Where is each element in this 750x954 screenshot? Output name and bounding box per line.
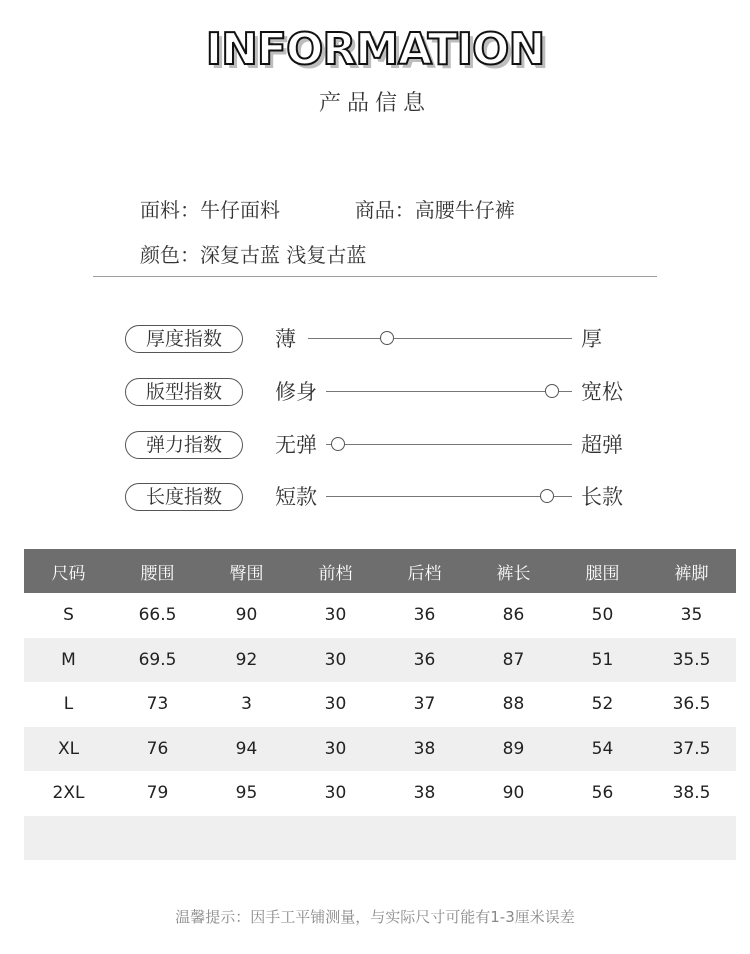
product-info: 商品：高腰牛仔裤 [354, 198, 515, 222]
table-header-cell: 腿围 [558, 549, 647, 593]
table-row [24, 771, 736, 816]
table-cell: 35.5 [647, 638, 736, 683]
index-knob [545, 384, 559, 398]
table-cell: 90 [502, 783, 525, 804]
index-knob [380, 331, 394, 345]
table-cell: M [24, 638, 113, 683]
table-cell: 89 [469, 727, 558, 772]
table-cell: 36.5 [672, 694, 711, 715]
info-row-1 [140, 194, 515, 223]
table-cell: 73 [146, 694, 169, 715]
table-row [24, 682, 736, 727]
section-divider [93, 276, 657, 277]
table-header-cell: 腰围 [113, 549, 202, 593]
fabric-info: 面料：牛仔面料 [140, 198, 280, 222]
index-left-label: 无弹 [275, 433, 317, 457]
table-cell: 87 [469, 638, 558, 683]
index-right-label: 宽松 [581, 380, 623, 404]
table-cell: 2XL [52, 783, 85, 804]
table-cell: 69.5 [113, 638, 202, 683]
table-header-row [24, 549, 736, 593]
table-header-cell: 尺码 [24, 549, 113, 593]
size-table [24, 549, 736, 860]
table-cell: 38 [380, 727, 469, 772]
table-header-cell: 后档 [380, 549, 469, 593]
table-cell: 54 [558, 727, 647, 772]
table-cell: 50 [591, 605, 614, 626]
index-label: 弹力指数 [125, 431, 243, 459]
table-cell: 36 [380, 638, 469, 683]
index-right-label: 超弹 [581, 433, 623, 457]
table-cell: 35 [680, 605, 703, 626]
index-knob [331, 437, 345, 451]
table-cell: 90 [235, 605, 258, 626]
page-subtitle: 产品信息 [318, 91, 431, 116]
table-row-empty [24, 816, 736, 861]
table-row [24, 727, 736, 772]
table-header-cell: 裤长 [469, 549, 558, 593]
table-cell: 94 [202, 727, 291, 772]
table-cell: S [63, 605, 74, 626]
index-row-length [125, 483, 645, 513]
index-right-label: 长款 [581, 485, 623, 509]
table-row [24, 638, 736, 683]
index-left-label: 修身 [275, 380, 317, 404]
table-cell: 52 [591, 694, 614, 715]
table-cell: 30 [291, 727, 380, 772]
index-row-thickness [125, 325, 645, 355]
title-block [0, 24, 750, 76]
index-track [308, 338, 572, 339]
index-track [326, 391, 572, 392]
index-left-label: 薄 [275, 327, 296, 351]
table-cell: 30 [324, 694, 347, 715]
table-cell: 95 [235, 783, 258, 804]
index-track [326, 496, 572, 497]
table-cell: 37 [413, 694, 436, 715]
table-cell: 30 [324, 605, 347, 626]
footnote: 温馨提示：因手工平铺测量，与实际尺寸可能有1-3厘米误差 [175, 908, 575, 926]
info-row-2 [140, 239, 366, 268]
table-cell: 88 [502, 694, 525, 715]
table-cell: L [63, 694, 74, 715]
index-right-label: 厚 [581, 327, 602, 351]
index-label: 版型指数 [125, 378, 243, 406]
table-cell: 36 [413, 605, 436, 626]
table-cell: 79 [146, 783, 169, 804]
table-header-cell: 裤脚 [647, 549, 736, 593]
index-label: 长度指数 [125, 483, 243, 511]
table-cell: 3 [241, 694, 252, 715]
table-cell: 56 [591, 783, 614, 804]
index-row-fit [125, 378, 645, 408]
table-cell: 66.5 [138, 605, 177, 626]
table-cell: XL [24, 727, 113, 772]
table-header-cell: 臀围 [202, 549, 291, 593]
index-row-elasticity [125, 431, 645, 461]
index-left-label: 短款 [275, 485, 317, 509]
index-knob [540, 489, 554, 503]
table-cell: 38.5 [672, 783, 711, 804]
table-cell: 30 [324, 783, 347, 804]
table-cell: 51 [558, 638, 647, 683]
table-cell-empty [24, 816, 736, 861]
table-cell: 37.5 [647, 727, 736, 772]
table-cell: 92 [202, 638, 291, 683]
table-cell: 30 [291, 638, 380, 683]
table-row [24, 593, 736, 638]
page-title: INFORMATION [205, 24, 545, 75]
table-header-cell: 前档 [291, 549, 380, 593]
table-cell: 38 [413, 783, 436, 804]
table-cell: 76 [113, 727, 202, 772]
color-info: 颜色：深复古蓝 浅复古蓝 [140, 243, 367, 267]
table-cell: 86 [502, 605, 525, 626]
index-label: 厚度指数 [125, 325, 243, 353]
index-track [326, 444, 572, 445]
